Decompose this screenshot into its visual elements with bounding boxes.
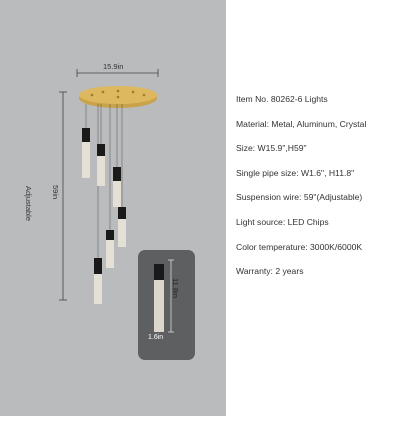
height-label: 59in [51, 185, 60, 200]
spec-material: Material: Metal, Aluminum, Crystal [236, 118, 367, 129]
spec-size: Size: W15.9",H59" [236, 143, 307, 154]
single-pipe-illustration [138, 250, 195, 360]
pipe-height-label: 11.8in [171, 278, 180, 298]
spec-light-source: Light source: LED Chips [236, 216, 329, 227]
spec-list [236, 92, 414, 289]
canopy-width-label: 15.9in [103, 62, 124, 71]
pipe-detail-card [138, 250, 195, 360]
pipe-width-label: 1.6in [148, 334, 164, 341]
adjustable-label: Adjustable [24, 186, 33, 222]
spec-warranty: Warranty: 2 years [236, 266, 304, 277]
spec-item-number: Item No. 80262-6 Lights [236, 94, 328, 104]
spec-color-temperature: Color temperature: 3000K/6000K [236, 241, 363, 252]
spec-suspension-wire: Suspension wire: 59"(Adjustable) [236, 192, 363, 203]
spec-pipe-size: Single pipe size: W1.6", H11.8" [236, 167, 355, 178]
